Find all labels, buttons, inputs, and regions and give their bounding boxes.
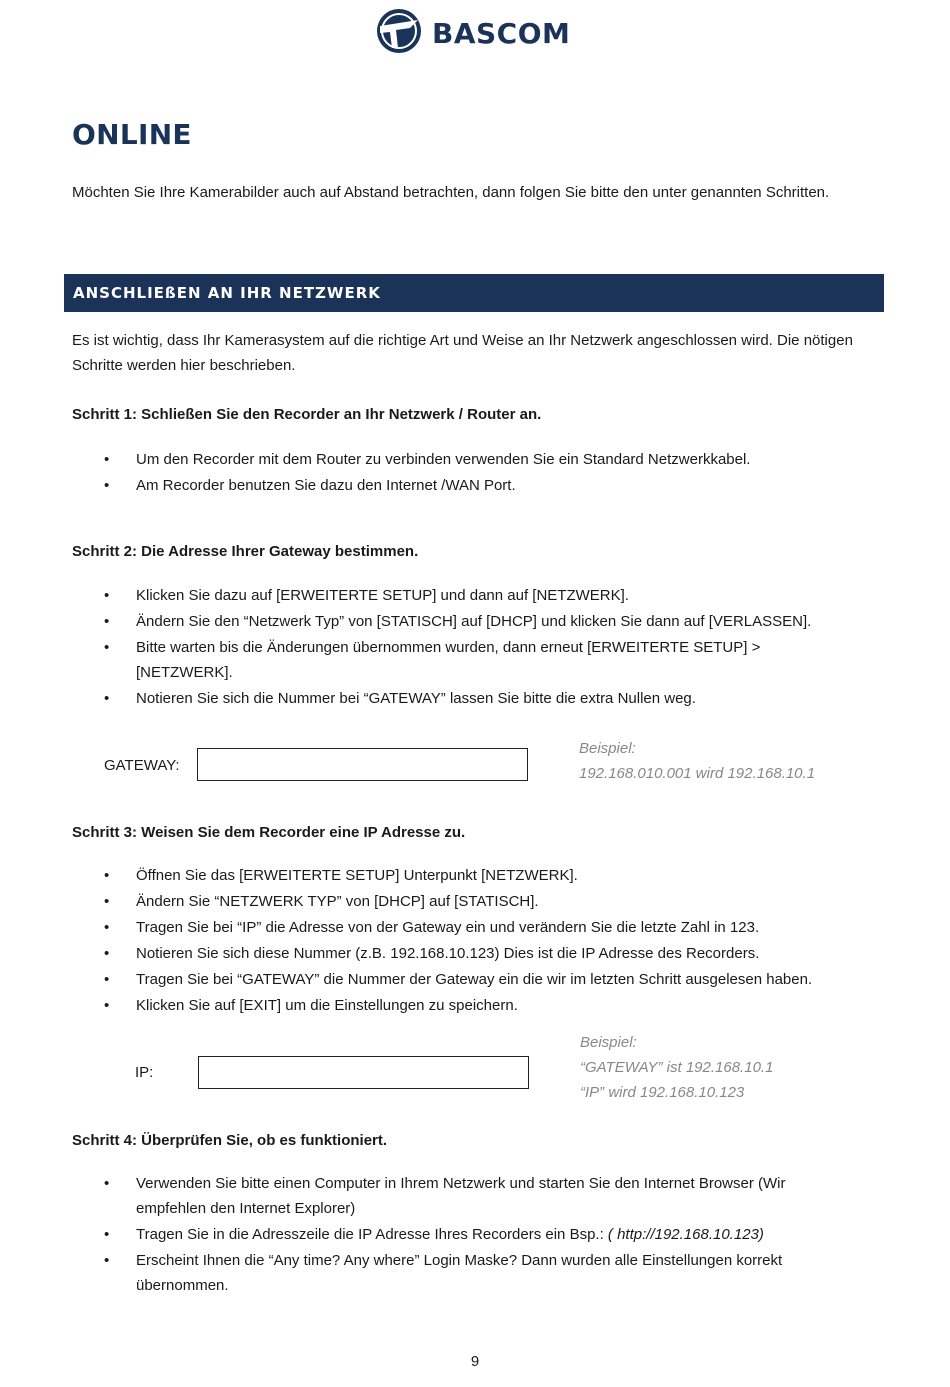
list-item: • Tragen Sie bei “IP” die Adresse von der Gateway ein und verändern Sie die letzte Zahl in 123. <box>100 915 880 940</box>
gateway-example <box>579 736 815 786</box>
example-heading: Beispiel: <box>579 740 636 757</box>
intro-paragraph: Möchten Sie Ihre Kamerabilder auch auf Abstand betrachten, dann folgen Sie bitte den unter genannten Schritten. <box>72 184 830 201</box>
gateway-label: GATEWAY: <box>104 757 180 774</box>
list-item: • Tragen Sie bei “GATEWAY” die Nummer der Gateway ein die wir im letzten Schritt ausgelesen haben. <box>100 967 880 992</box>
section-intro: Es ist wichtig, dass Ihr Kamerasystem auf die richtige Art und Weise an Ihr Netzwerk angeschlossen wird. Die nötigen Schritte werden hier beschrieben. <box>72 332 853 374</box>
list-item-text: Tragen Sie in die Adresszeile die IP Adresse Ihres Recorders ein Bsp.: <box>136 1226 608 1243</box>
step4-title: Schritt 4: Überprüfen Sie, ob es funktioniert. <box>72 1132 388 1149</box>
section-header-bar <box>64 274 884 312</box>
page-title: ONLINE <box>72 118 192 151</box>
example-line: “IP” wird 192.168.10.123 <box>580 1084 745 1101</box>
list-item: • Ändern Sie den “Netzwerk Typ” von [STATISCH] auf [DHCP] und klicken Sie dann auf [VERLASSEN]. <box>100 609 880 634</box>
list-item: • Erscheint Ihnen die “Any time? Any where” Login Maske? Dann wurden alle Einstellungen korrekt übernommen. <box>100 1248 856 1298</box>
example-line: “GATEWAY” ist 192.168.10.1 <box>580 1059 774 1076</box>
example-url: ( http://192.168.10.123) <box>607 1226 764 1243</box>
step3-list <box>100 863 880 1019</box>
list-item: • Notieren Sie sich diese Nummer (z.B. 192.168.10.123) Dies ist die IP Adresse des Recorders. <box>100 941 880 966</box>
bascom-emblem-icon <box>374 6 424 61</box>
step3-title: Schritt 3: Weisen Sie dem Recorder eine IP Adresse zu. <box>72 824 466 841</box>
list-item: • Klicken Sie dazu auf [ERWEITERTE SETUP] und dann auf [NETZWERK]. <box>100 583 880 608</box>
ip-label: IP: <box>135 1064 154 1081</box>
step1-title: Schritt 1: Schließen Sie den Recorder an Ihr Netzwerk / Router an. <box>72 406 542 423</box>
ip-example <box>580 1030 773 1105</box>
example-heading: Beispiel: <box>580 1034 637 1051</box>
section-title: ANSCHLIEßEN AN IHR NETZWERK <box>73 284 381 302</box>
list-item: • Öffnen Sie das [ERWEITERTE SETUP] Unterpunkt [NETZWERK]. <box>100 863 880 888</box>
example-line: 192.168.010.001 wird 192.168.10.1 <box>579 765 816 782</box>
step4-list <box>100 1171 880 1299</box>
list-item: • Um den Recorder mit dem Router zu verbinden verwenden Sie ein Standard Netzwerkkabel. <box>100 447 880 472</box>
gateway-input[interactable] <box>197 748 528 781</box>
list-item: • Am Recorder benutzen Sie dazu den Internet /WAN Port. <box>100 473 880 498</box>
list-item <box>100 1222 880 1247</box>
list-item: • Verwenden Sie bitte einen Computer in Ihrem Netzwerk und starten Sie den Internet Browser (Wir empfehlen den Internet Explorer) <box>100 1171 856 1221</box>
logo-text: BASCOM <box>432 16 571 50</box>
list-item: • Ändern Sie “NETZWERK TYP” von [DHCP] auf [STATISCH]. <box>100 889 880 914</box>
bascom-logo <box>374 8 570 58</box>
step2-list <box>100 583 880 712</box>
step2-title: Schritt 2: Die Adresse Ihrer Gateway bestimmen. <box>72 543 419 560</box>
ip-input[interactable] <box>198 1056 529 1089</box>
page-number: 9 <box>470 1353 480 1370</box>
list-item: • Klicken Sie auf [EXIT] um die Einstellungen zu speichern. <box>100 993 880 1018</box>
list-item: • Bitte warten bis die Änderungen übernommen wurden, dann erneut [ERWEITERTE SETUP] > [NETZWERK]. <box>100 635 836 685</box>
list-item: • Notieren Sie sich die Nummer bei “GATEWAY” lassen Sie bitte die extra Nullen weg. <box>100 686 880 711</box>
step1-list <box>100 447 880 499</box>
